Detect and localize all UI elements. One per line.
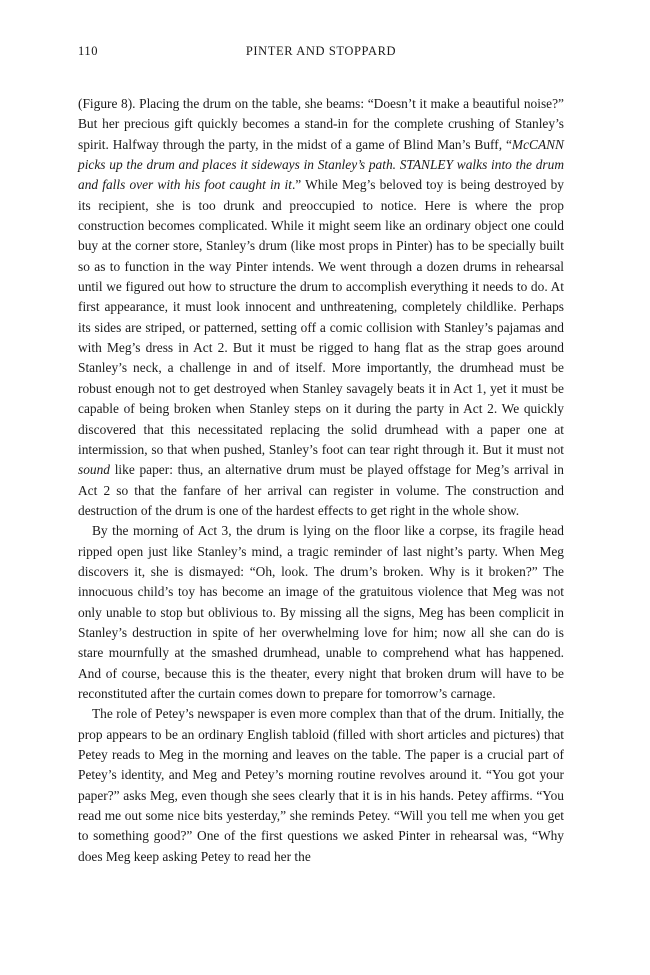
body-text	[78, 94, 564, 867]
paragraph	[78, 704, 564, 867]
text-run: .” While Meg’s beloved toy is being destroyed by its recipient, she is too drunk and preoccupied to notice. Here is where the prop construction becomes complicated. While it might seem like an ordinary object one could buy at the corner store, Stanley’s drum (like most props in Pinter) has to be specially built so as to function in the way Pinter intends. We went through a dozen drums in rehearsal until we figured out how to structure the drum to accomplish everything it needs to do. At first appearance, it must look innocent and unthreatening, completely childlike. Perhaps its sides are striped, or patterned, setting off a comic collision with Stanley’s pajamas and with Meg’s dress in Act 2. But it must be rigged to hang flat as the strap goes around Stanley’s neck, a challenge in and of itself. More importantly, the drumhead must be robust enough not to get destroyed when Stanley savagely beats it in Act 1, yet it must be capable of being broken when Stanley steps on it during the party in Act 2. We quickly discovered that this necessitated replacing the solid drumhead with a paper one at intermission, so that when pushed, Stanley’s foot can tear right through it. But it must not	[78, 177, 564, 457]
paragraph	[78, 521, 564, 704]
page-number: 110	[78, 44, 99, 58]
page-header	[78, 44, 564, 64]
text-run: like paper: thus, an alternative drum must be played offstage for Meg’s arrival in Act 2 so that the fanfare of her arrival can register in volume. The construction and destruction of the drum is one of the hardest effects to get right in the whole show.	[78, 462, 564, 518]
text-run: (Figure 8). Placing the drum on the table, she beams: “Doesn’t it make a beautiful noise?” But her precious gift quickly becomes a stand-in for the complete crushing of Stanley’s spirit. Halfway through the party, in the midst of a game of Blind Man’s Buff, “	[78, 96, 564, 152]
emphasis-word: sound	[78, 462, 110, 478]
running-head: PINTER AND STOPPARD	[245, 44, 397, 58]
paragraph	[78, 94, 564, 521]
text-run: The role of Petey’s newspaper is even more complex than that of the drum. Initially, the prop appears to be an ordinary English tabloid (filled with short articles and pictures) that Petey reads to Meg in the morning and leaves on the table. The paper is a crucial part of Petey’s identity, and Meg and Petey’s morning routine revolves around it. “You got your paper?” asks Meg, even though she sees clearly that it is in his hands. Petey affirms. “You read me out some nice bits yesterday,” she reminds Petey. “Will you tell me when you get to something good?” One of the first questions we asked Pinter in rehearsal was, “Why does Meg keep asking Petey to read her the	[78, 706, 564, 864]
stage-direction-quote: McCANN picks up the drum and places it sideways in Stanley’s path. STANLEY walks into the drum and falls over with his foot caught in it	[78, 136, 564, 193]
text-run: By the morning of Act 3, the drum is lying on the floor like a corpse, its fragile head ripped open just like Stanley’s mind, a tragic reminder of last night’s party. When Meg discovers it, she is dismayed: “Oh, look. The drum’s broken. Why is it broken?” The innocuous child’s toy has become an image of the gratuitous violence that Meg was not only unable to stop but oblivious to. By missing all the signs, Meg has been complicit in Stanley’s destruction in spite of her overwhelming love for him; now all she can do is stare mournfully at the smashed drumhead, unable to comprehend what has happened. And of course, because this is the theater, every night that broken drum will have to be reconstituted after the curtain comes down to prepare for tomorrow’s carnage.	[78, 523, 564, 701]
